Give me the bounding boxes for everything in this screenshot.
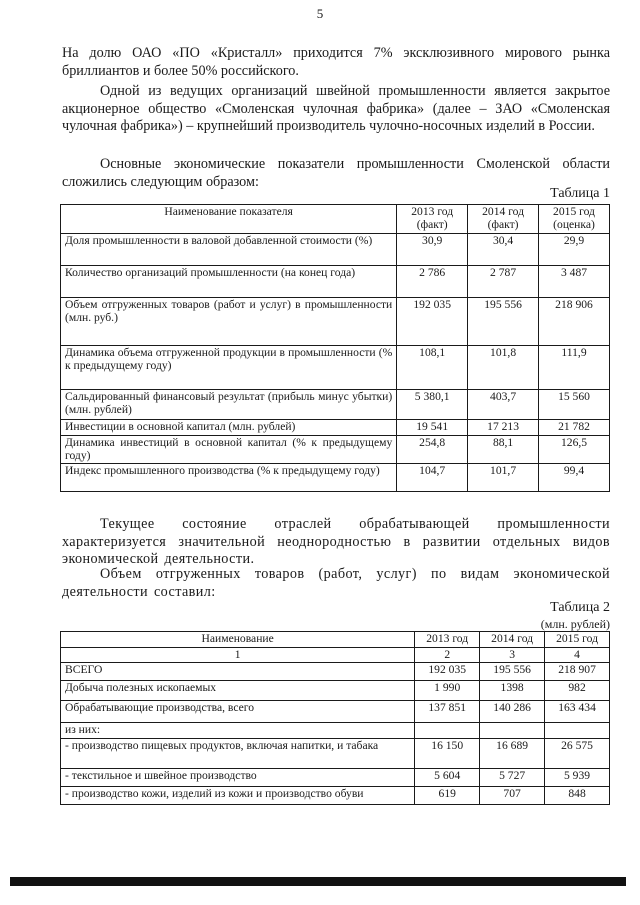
- table2-cell-value: 26 575: [545, 739, 610, 769]
- table2-cell-value: 5 727: [480, 769, 545, 787]
- table1-cell-name: Объем отгруженных товаров (работ и услуг) в промышленности (млн. руб.): [61, 298, 397, 346]
- table2-cell-value: 848: [545, 787, 610, 805]
- table1-cell-value: 21 782: [539, 420, 610, 436]
- paragraph-hosiery-factory: Одной из ведущих организаций швейной промышленности является закрытое акционерное общество «Смоленская чулочная фабрика» (далее – ЗАО «Смоленская чулочная фабрика») – крупнейший производитель чулочно-носочных изделий в России.: [62, 83, 610, 134]
- table-row: [61, 681, 610, 701]
- table1-cell-value: 99,4: [539, 464, 610, 492]
- table1-cell-value: 254,8: [397, 436, 468, 464]
- table2-cell-value: [415, 723, 480, 739]
- table1-header-row: [61, 205, 610, 234]
- scan-edge-bar: [10, 877, 626, 886]
- table1-cell-value: 30,9: [397, 234, 468, 266]
- table-row: [61, 787, 610, 805]
- table2-col-number: 2: [415, 647, 480, 663]
- table2-shipped-goods: [60, 631, 610, 805]
- table1-cell-name: Индекс промышленного производства (% к предыдущему году): [61, 464, 397, 492]
- table-row: [61, 739, 610, 769]
- table1-cell-value: 2 787: [468, 266, 539, 298]
- table2-cell-name: ВСЕГО: [61, 663, 415, 681]
- table2-cell-name: Добыча полезных ископаемых: [61, 681, 415, 701]
- table2-header-2014: 2014 год: [480, 632, 545, 648]
- table2-unit: (млн. рублей): [540, 617, 610, 631]
- table2-header-row: [61, 632, 610, 648]
- table2-col-number: 3: [480, 647, 545, 663]
- table1-cell-value: 108,1: [397, 346, 468, 390]
- paragraph-kristall: На долю ОАО «ПО «Кристалл» приходится 7% эксклюзивного мирового рынка бриллиантов и более 50% российского.: [62, 45, 610, 79]
- table-row: [61, 663, 610, 681]
- table-row: [61, 769, 610, 787]
- table1-cell-value: 126,5: [539, 436, 610, 464]
- table1-cell-value: 101,8: [468, 346, 539, 390]
- table2-cell-name: - производство пищевых продуктов, включая напитки, и табака: [61, 739, 415, 769]
- table1-cell-value: 192 035: [397, 298, 468, 346]
- table1-cell-value: 88,1: [468, 436, 539, 464]
- table2-cell-value: 5 604: [415, 769, 480, 787]
- table2-cell-value: 619: [415, 787, 480, 805]
- table1-header-2015: 2015 год (оценка): [539, 205, 610, 234]
- table-row: [61, 346, 610, 390]
- table-row: [61, 701, 610, 723]
- table1-cell-value: 403,7: [468, 390, 539, 420]
- table1-caption: Таблица 1: [550, 186, 610, 201]
- table1-cell-value: 111,9: [539, 346, 610, 390]
- table2-col-number: 1: [61, 647, 415, 663]
- page-number: 5: [316, 6, 324, 21]
- table2-header-2013: 2013 год: [415, 632, 480, 648]
- table2-cell-name: Обрабатывающие производства, всего: [61, 701, 415, 723]
- table1-cell-value: 195 556: [468, 298, 539, 346]
- table2-cell-name: - производство кожи, изделий из кожи и производство обуви: [61, 787, 415, 805]
- table1-cell-value: 15 560: [539, 390, 610, 420]
- table-row: [61, 266, 610, 298]
- table1-cell-value: 29,9: [539, 234, 610, 266]
- table2-cell-value: 16 689: [480, 739, 545, 769]
- table1-cell-name: Инвестиции в основной капитал (млн. рублей): [61, 420, 397, 436]
- table-row: [61, 390, 610, 420]
- table2-cell-value: 5 939: [545, 769, 610, 787]
- table2-caption: Таблица 2: [550, 600, 610, 615]
- table2-cell-value: 982: [545, 681, 610, 701]
- table1-cell-name: Сальдированный финансовый результат (прибыль минус убытки) (млн. рублей): [61, 390, 397, 420]
- table-row: [61, 234, 610, 266]
- table2-cell-name: - текстильное и швейное производство: [61, 769, 415, 787]
- table2-cell-value: 195 556: [480, 663, 545, 681]
- table2-header-name: Наименование: [61, 632, 415, 648]
- table2-col-number: 4: [545, 647, 610, 663]
- table1-cell-value: 101,7: [468, 464, 539, 492]
- table-row: [61, 723, 610, 739]
- table1-header-name: Наименование показателя: [61, 205, 397, 234]
- table2-cell-name: из них:: [61, 723, 415, 739]
- table1-cell-value: 104,7: [397, 464, 468, 492]
- table-row: [61, 436, 610, 464]
- table1-cell-value: 218 906: [539, 298, 610, 346]
- table2-cell-value: 218 907: [545, 663, 610, 681]
- table1-cell-name: Динамика объема отгруженной продукции в промышленности (% к предыдущему году): [61, 346, 397, 390]
- table1-cell-value: 19 541: [397, 420, 468, 436]
- table2-column-numbers-row: [61, 647, 610, 663]
- table2-cell-value: 163 434: [545, 701, 610, 723]
- table2-cell-value: 1 990: [415, 681, 480, 701]
- table1-cell-name: Доля промышленности в валовой добавленной стоимости (%): [61, 234, 397, 266]
- table2-cell-value: 16 150: [415, 739, 480, 769]
- table-row: [61, 464, 610, 492]
- table1-header-2013: 2013 год (факт): [397, 205, 468, 234]
- paragraph-manufacturing-state: Текущее состояние отраслей обрабатывающей промышленности характеризуется значительной неоднородностью в развитии отдельных видов экономической деятельности.: [62, 516, 610, 567]
- table1-cell-name: Количество организаций промышленности (на конец года): [61, 266, 397, 298]
- table1-cell-value: 3 487: [539, 266, 610, 298]
- table2-cell-value: [480, 723, 545, 739]
- table1-cell-value: 17 213: [468, 420, 539, 436]
- table1-cell-value: 30,4: [468, 234, 539, 266]
- table2-cell-value: [545, 723, 610, 739]
- table2-cell-value: 707: [480, 787, 545, 805]
- table-row: [61, 298, 610, 346]
- table2-cell-value: 137 851: [415, 701, 480, 723]
- table1-cell-value: 5 380,1: [397, 390, 468, 420]
- table-row: [61, 420, 610, 436]
- table2-cell-value: 192 035: [415, 663, 480, 681]
- table2-cell-value: 140 286: [480, 701, 545, 723]
- table1-indicators: [60, 204, 610, 492]
- paragraph-indicators-intro: Основные экономические показатели промышленности Смоленской области сложились следующим образом:: [62, 156, 610, 190]
- table1-cell-value: 2 786: [397, 266, 468, 298]
- paragraph-shipped-goods-intro: Объем отгруженных товаров (работ, услуг) по видам экономической деятельности составил:: [62, 566, 610, 600]
- table1-cell-name: Динамика инвестиций в основной капитал (% к предыдущему году): [61, 436, 397, 464]
- table2-cell-value: 1398: [480, 681, 545, 701]
- table2-header-2015: 2015 год: [545, 632, 610, 648]
- table1-header-2014: 2014 год (факт): [468, 205, 539, 234]
